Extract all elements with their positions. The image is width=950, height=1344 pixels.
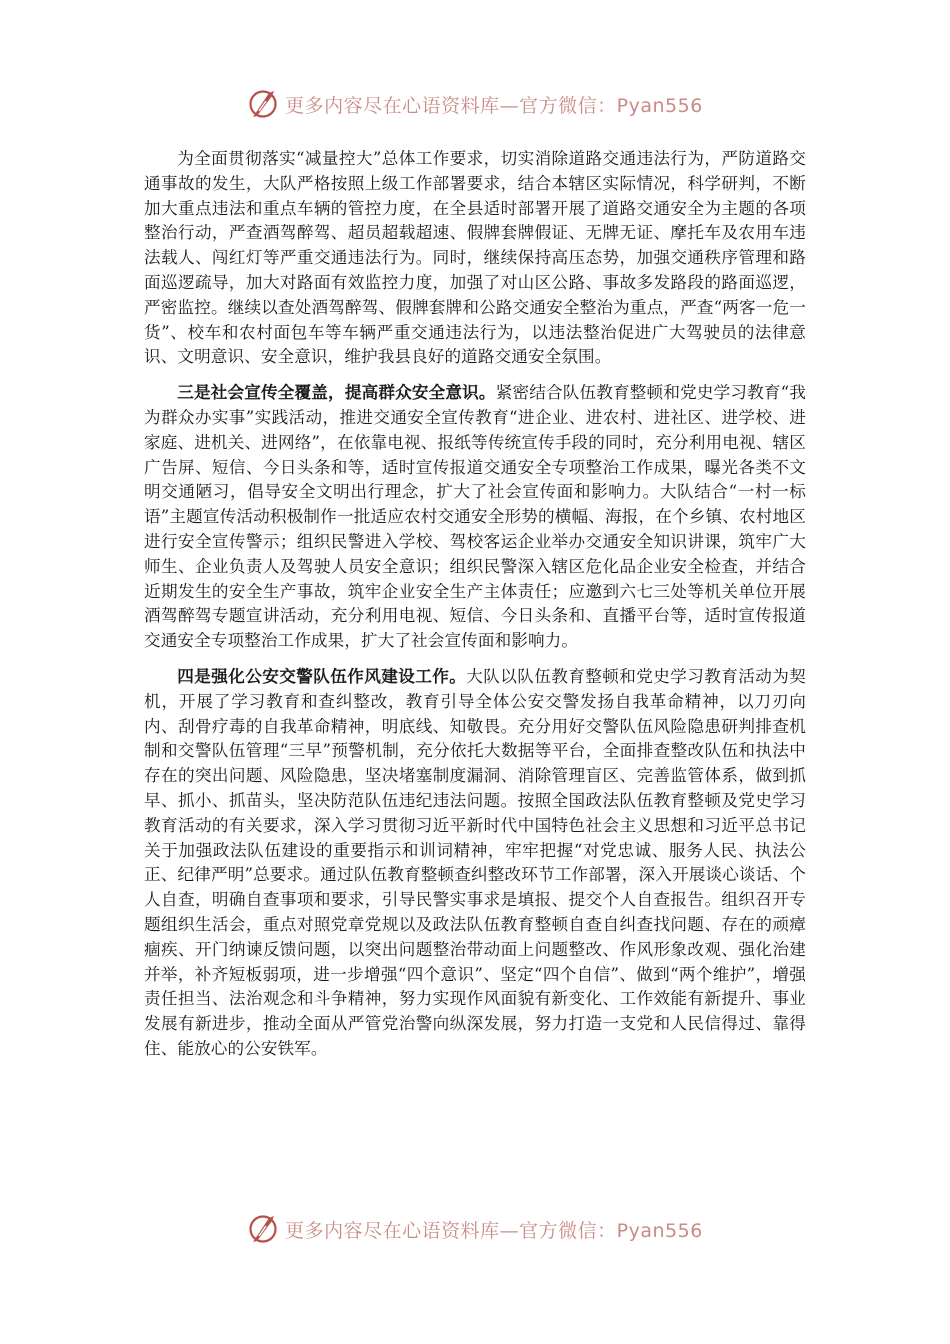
document-body <box>144 146 806 1072</box>
watermark-text-cn: 更多内容尽在心语资料库—官方微信： <box>285 1219 617 1242</box>
paragraph-2-text: 紧密结合队伍教育整顿和党史学习教育“我为群众办实事”实践活动，推进交通安全宣传教育“进企业、进农村、进社区、进学校、进家庭、进机关、进网络”，在依靠电视、报纸等传统宣传手段的同时，充分利用电视、辖区广告屏、短信、今日头条和等，适时宣传报道交通安全专项整治工作成果，曝光各类不文明交通陋习，倡导安全文明出行理念，扩大了社会宣传面和影响力。大队结合“一村一标语”主题宣传活动积极制作一批适应农村交通安全形势的横幅、海报，在个乡镇、农村地区进行安全宣传警示；组织民警进入学校、驾校客运企业举办交通安全知识讲课，筑牢广大师生、企业负责人及驾驶人员安全意识；组织民警深入辖区危化品企业安全检查，并结合近期发生的安全生产事故，筑牢企业安全生产主体责任；应邀到六七三处等机关单位开展酒驾醉驾专题宣讲活动，充分利用电视、短信、今日头条和、直播平台等，适时宣传报道交通安全专项整治工作成果，扩大了社会宣传面和影响力。 <box>144 383 806 651</box>
paragraph-2 <box>144 380 806 654</box>
paragraph-1-text: 为全面贯彻落实“减量控大”总体工作要求，切实消除道路交通违法行为，严防道路交通事故的发生，大队严格按照上级工作部署要求，结合本辖区实际情况，科学研判，不断加大重点违法和重点车辆的管控力度，在全县适时部署开展了道路交通安全为主题的各项整治行动，严查酒驾醉驾、超员超载超速、假牌套牌假证、无牌无证、摩托车及农用车违法载人、闯红灯等严重交通违法行为。同时，继续保持高压态势，加强交通秩序管理和路面巡逻疏导，加大对路面有效监控力度，加强了对山区公路、事故多发路段的路面巡逻，严密监控。继续以查处酒驾醉驾、假牌套牌和公路交通安全整治为重点，严查“两客一危一货”、校车和农村面包车等车辆严重交通违法行为，以违法整治促进广大驾驶员的法律意识、文明意识、安全意识，维护我县良好的道路交通安全氛围。 <box>144 149 806 367</box>
watermark-text <box>285 91 703 118</box>
paragraph-3 <box>144 664 806 1062</box>
paragraph-1 <box>144 146 806 370</box>
footer-watermark-banner <box>0 1209 950 1249</box>
quill-logo-icon <box>247 87 281 121</box>
watermark-text-cn: 更多内容尽在心语资料库—官方微信： <box>285 94 617 117</box>
quill-logo-icon <box>247 1212 281 1246</box>
watermark-wechat-id: Pyan556 <box>616 1219 703 1242</box>
header-watermark-banner <box>0 84 950 124</box>
paragraph-2-heading: 三是社会宣传全覆盖，提高群众安全意识。 <box>177 382 496 403</box>
paragraph-3-text: 大队以队伍教育整顿和党史学习教育活动为契机，开展了学习教育和查纠整改，教育引导全体公安交警发扬自我革命精神，以刀刃向内、刮骨疗毒的自我革命精神，明底线、知敬畏。充分用好交警队伍风险隐患研判排查机制和交警队伍管理“三早”预警机制，充分依托大数据等平台，全面排查整改队伍和执法中存在的突出问题、风险隐患，坚决堵塞制度漏洞、消除管理盲区、完善监管体系，做到抓早、抓小、抓苗头，坚决防范队伍违纪违法问题。按照全国政法队伍教育整顿及党史学习教育活动的有关要求，深入学习贯彻习近平新时代中国特色社会主义思想和习近平总书记关于加强政法队伍建设的重要指示和训词精神，牢牢把握“对党忠诚、服务人民、执法公正、纪律严明”总要求。通过队伍教育整顿查纠整改环节工作部署，深入开展谈心谈话、个人自查，明确自查事项和要求，引导民警实事求是填报、提交个人自查报告。组织召开专题组织生活会，重点对照党章党规以及政法队伍教育整顿自查自纠查找问题、存在的顽瘴痼疾、开门纳谏反馈问题，以突出问题整治带动面上问题整改、作风形象改观、强化治建并举，补齐短板弱项，进一步增强“四个意识”、坚定“四个自信”、做到“两个维护”，增强责任担当、法治观念和斗争精神，努力实现作风面貌有新变化、工作效能有新提升、事业发展有新进步，推动全面从严管党治警向纵深发展，努力打造一支党和人民信得过、靠得住、能放心的公安铁军。 <box>144 666 807 1058</box>
watermark-text <box>285 1216 703 1243</box>
paragraph-3-heading: 四是强化公安交警队伍作风建设工作。 <box>177 665 467 686</box>
watermark-wechat-id: Pyan556 <box>616 94 703 117</box>
